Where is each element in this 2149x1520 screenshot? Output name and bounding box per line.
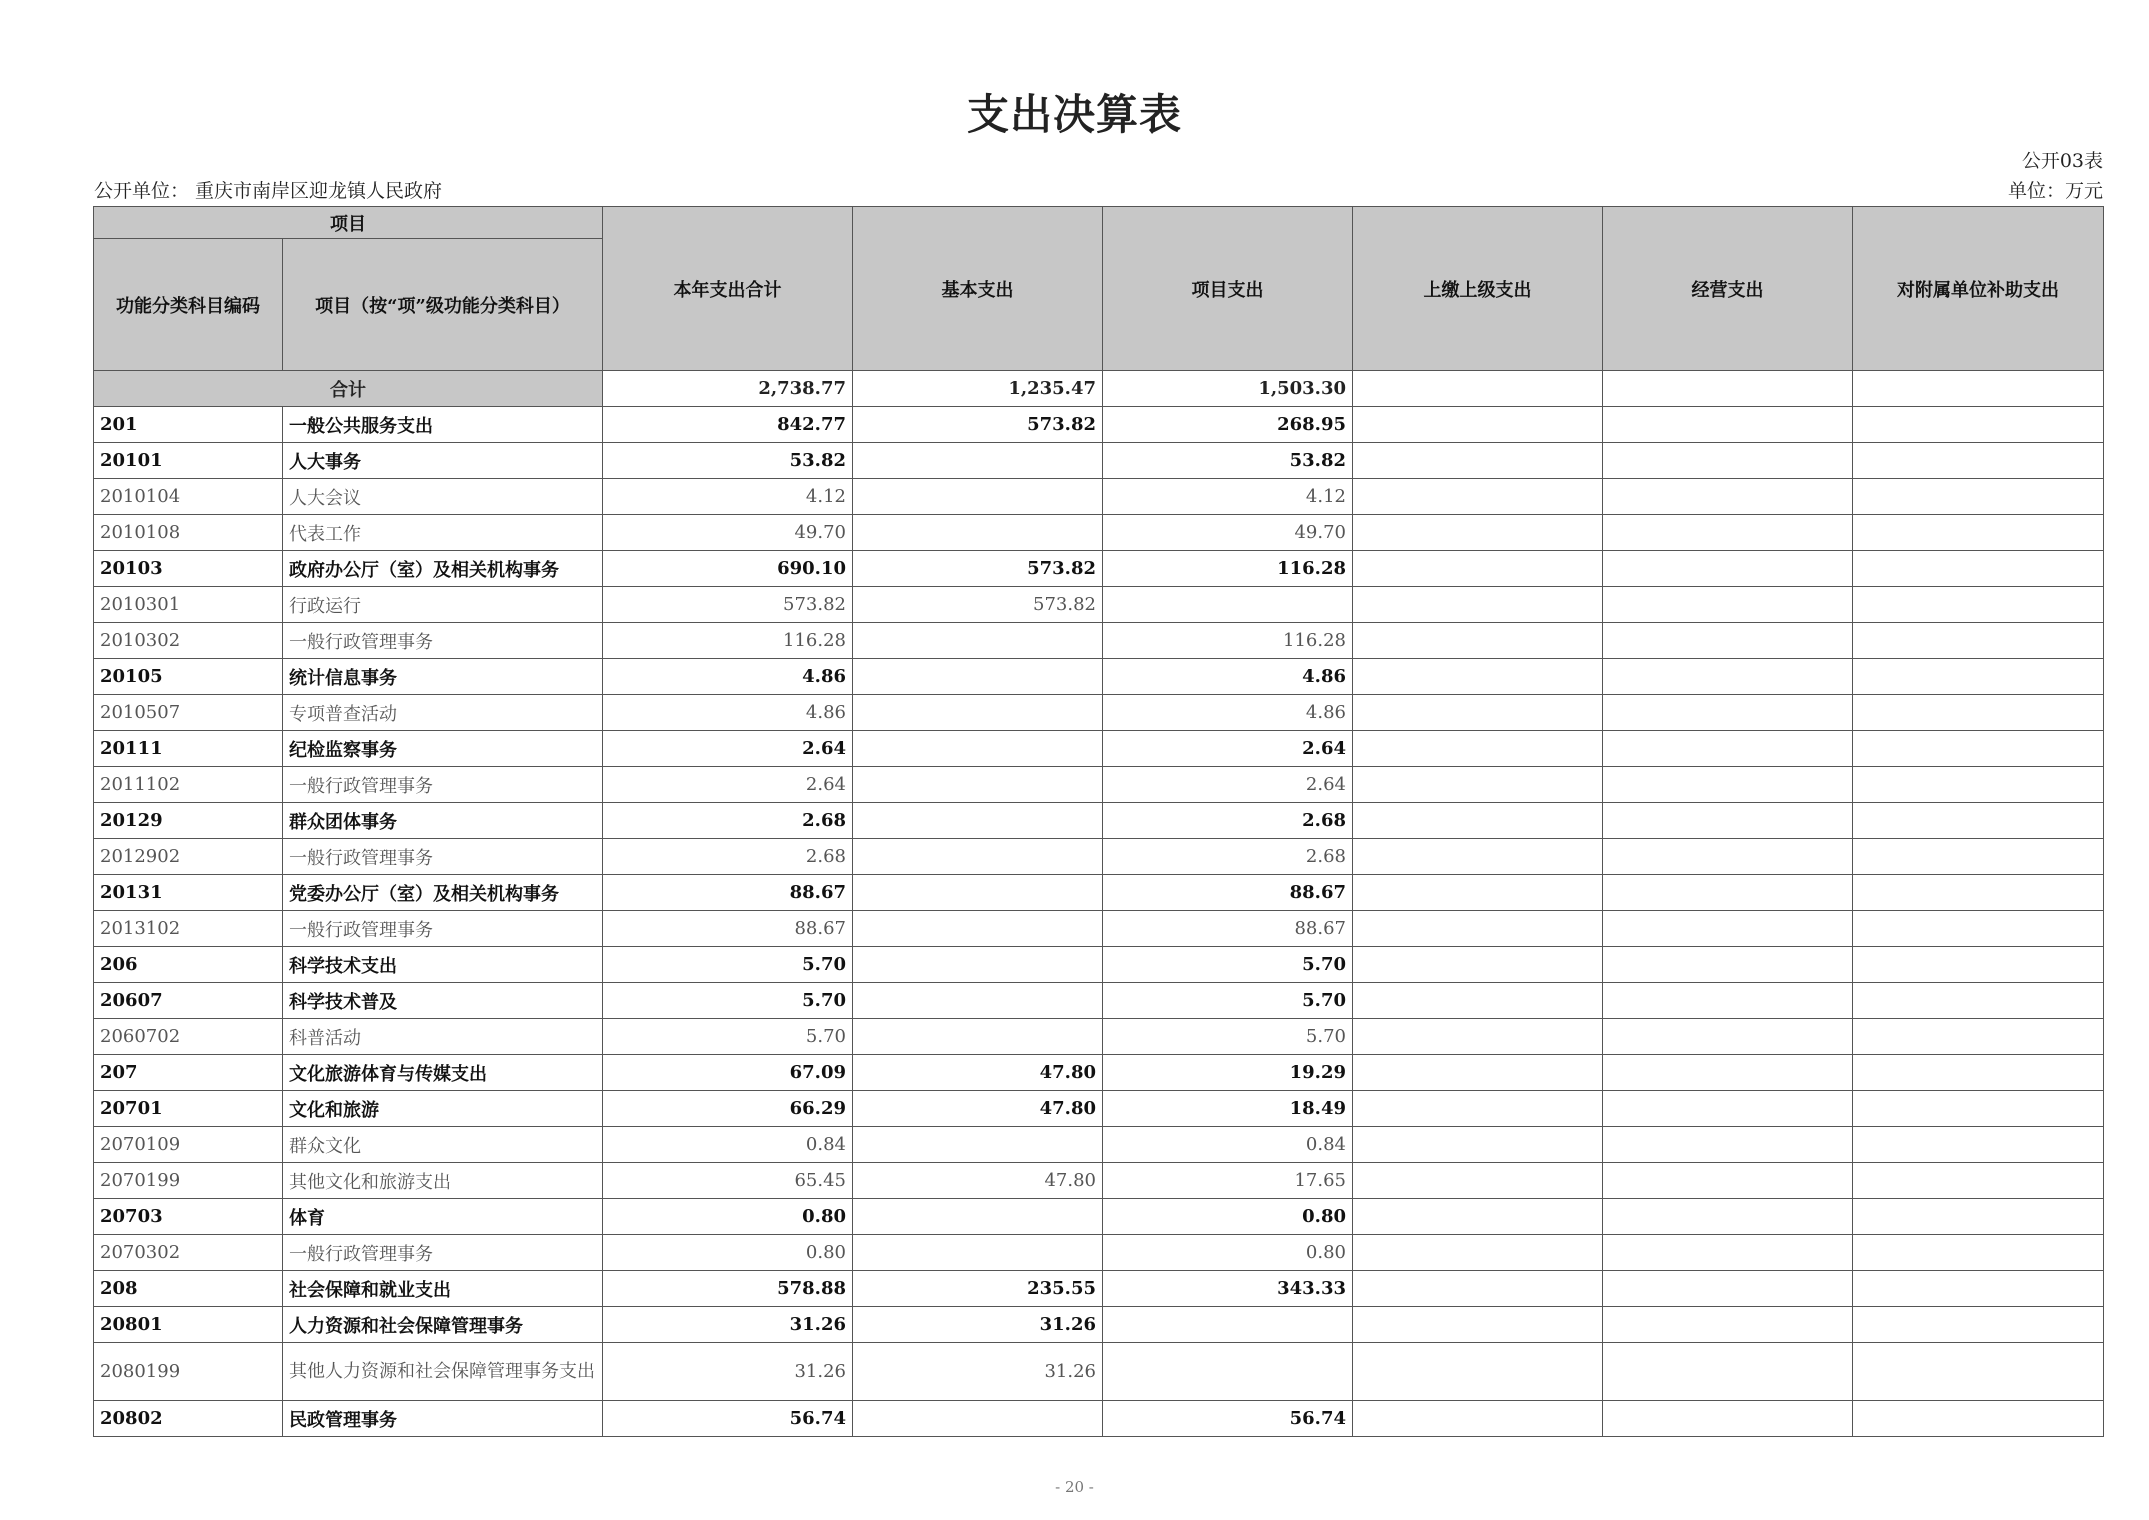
row-project: 4.86	[1103, 659, 1353, 695]
row-name: 文化旅游体育与传媒支出	[283, 1055, 603, 1091]
row-basic: 31.26	[853, 1307, 1103, 1343]
header-name: 项目（按“项”级功能分类科目）	[283, 239, 603, 371]
table-row	[94, 983, 2104, 1019]
row-project: 17.65	[1103, 1163, 1353, 1199]
table-row	[94, 695, 2104, 731]
table-row	[94, 1019, 2104, 1055]
row-total: 5.70	[603, 1019, 853, 1055]
row-name: 党委办公厅（室）及相关机构事务	[283, 875, 603, 911]
total-row	[94, 371, 2104, 407]
row-subsidy	[1853, 839, 2104, 875]
row-name: 科学技术普及	[283, 983, 603, 1019]
row-business	[1603, 623, 1853, 659]
row-project: 2.68	[1103, 803, 1353, 839]
row-basic: 573.82	[853, 587, 1103, 623]
total-project: 1,503.30	[1103, 371, 1353, 407]
row-subsidy	[1853, 443, 2104, 479]
row-code: 20701	[94, 1091, 283, 1127]
row-project: 5.70	[1103, 983, 1353, 1019]
row-upper	[1353, 1091, 1603, 1127]
row-upper	[1353, 983, 1603, 1019]
total-subsidy	[1853, 371, 2104, 407]
row-upper	[1353, 623, 1603, 659]
row-business	[1603, 803, 1853, 839]
table-row	[94, 1271, 2104, 1307]
row-basic	[853, 839, 1103, 875]
total-business	[1603, 371, 1853, 407]
row-name: 一般公共服务支出	[283, 407, 603, 443]
row-basic	[853, 479, 1103, 515]
row-name: 其他文化和旅游支出	[283, 1163, 603, 1199]
row-subsidy	[1853, 695, 2104, 731]
row-name: 科学技术支出	[283, 947, 603, 983]
row-code: 2010104	[94, 479, 283, 515]
row-name: 一般行政管理事务	[283, 623, 603, 659]
form-number: 公开03表	[2021, 150, 2103, 172]
row-project: 53.82	[1103, 443, 1353, 479]
row-basic: 47.80	[853, 1163, 1103, 1199]
row-business	[1603, 1271, 1853, 1307]
table-row	[94, 1199, 2104, 1235]
row-subsidy	[1853, 911, 2104, 947]
row-project: 4.12	[1103, 479, 1353, 515]
table-row	[94, 767, 2104, 803]
row-basic: 573.82	[853, 407, 1103, 443]
row-upper	[1353, 767, 1603, 803]
row-total: 4.86	[603, 695, 853, 731]
table-row	[94, 839, 2104, 875]
row-upper	[1353, 515, 1603, 551]
row-subsidy	[1853, 407, 2104, 443]
row-business	[1603, 983, 1853, 1019]
page-number: - 20 -	[1055, 1478, 1094, 1496]
row-subsidy	[1853, 1235, 2104, 1271]
row-code: 2060702	[94, 1019, 283, 1055]
row-name: 其他人力资源和社会保障管理事务支出	[283, 1343, 603, 1401]
row-business	[1603, 1235, 1853, 1271]
row-basic	[853, 875, 1103, 911]
row-name: 群众团体事务	[283, 803, 603, 839]
row-business	[1603, 479, 1853, 515]
row-subsidy	[1853, 623, 2104, 659]
header-code: 功能分类科目编码	[94, 239, 283, 371]
table-row	[94, 1163, 2104, 1199]
row-upper	[1353, 659, 1603, 695]
row-name: 纪检监察事务	[283, 731, 603, 767]
row-business	[1603, 731, 1853, 767]
row-project: 343.33	[1103, 1271, 1353, 1307]
table-row	[94, 1127, 2104, 1163]
row-project: 2.64	[1103, 731, 1353, 767]
row-subsidy	[1853, 659, 2104, 695]
row-business	[1603, 695, 1853, 731]
row-subsidy	[1853, 1343, 2104, 1401]
table-row	[94, 479, 2104, 515]
row-upper	[1353, 443, 1603, 479]
row-total: 31.26	[603, 1343, 853, 1401]
row-name: 人大事务	[283, 443, 603, 479]
row-project: 268.95	[1103, 407, 1353, 443]
row-code: 20703	[94, 1199, 283, 1235]
row-subsidy	[1853, 803, 2104, 839]
row-subsidy	[1853, 875, 2104, 911]
row-name: 社会保障和就业支出	[283, 1271, 603, 1307]
row-project	[1103, 1307, 1353, 1343]
row-subsidy	[1853, 1307, 2104, 1343]
row-upper	[1353, 407, 1603, 443]
row-project	[1103, 1343, 1353, 1401]
row-project: 0.80	[1103, 1199, 1353, 1235]
row-name: 科普活动	[283, 1019, 603, 1055]
row-total: 2.68	[603, 839, 853, 875]
row-code: 20131	[94, 875, 283, 911]
row-business	[1603, 1307, 1853, 1343]
row-total: 116.28	[603, 623, 853, 659]
row-total: 53.82	[603, 443, 853, 479]
table-row	[94, 551, 2104, 587]
row-name: 文化和旅游	[283, 1091, 603, 1127]
row-name: 政府办公厅（室）及相关机构事务	[283, 551, 603, 587]
expenditure-table	[93, 206, 2104, 1437]
row-basic	[853, 659, 1103, 695]
row-total: 578.88	[603, 1271, 853, 1307]
row-total: 88.67	[603, 911, 853, 947]
row-project: 0.84	[1103, 1127, 1353, 1163]
table-row	[94, 911, 2104, 947]
row-subsidy	[1853, 731, 2104, 767]
row-project: 5.70	[1103, 947, 1353, 983]
row-name: 人大会议	[283, 479, 603, 515]
row-code: 20129	[94, 803, 283, 839]
row-name: 一般行政管理事务	[283, 839, 603, 875]
row-code: 2010302	[94, 623, 283, 659]
row-business	[1603, 659, 1853, 695]
row-name: 民政管理事务	[283, 1401, 603, 1437]
row-basic	[853, 947, 1103, 983]
table-row	[94, 1307, 2104, 1343]
page-title: 支出决算表	[966, 90, 1182, 139]
row-code: 20105	[94, 659, 283, 695]
row-name: 一般行政管理事务	[283, 911, 603, 947]
row-upper	[1353, 947, 1603, 983]
row-total: 0.80	[603, 1235, 853, 1271]
row-total: 0.80	[603, 1199, 853, 1235]
row-subsidy	[1853, 1163, 2104, 1199]
row-upper	[1353, 479, 1603, 515]
row-code: 2070199	[94, 1163, 283, 1199]
row-code: 20103	[94, 551, 283, 587]
row-basic	[853, 911, 1103, 947]
row-name: 群众文化	[283, 1127, 603, 1163]
row-subsidy	[1853, 983, 2104, 1019]
row-code: 2013102	[94, 911, 283, 947]
row-business	[1603, 947, 1853, 983]
header-upper: 上缴上级支出	[1353, 207, 1603, 371]
row-basic	[853, 623, 1103, 659]
row-total: 842.77	[603, 407, 853, 443]
row-business	[1603, 587, 1853, 623]
row-project: 88.67	[1103, 875, 1353, 911]
row-project: 49.70	[1103, 515, 1353, 551]
row-subsidy	[1853, 551, 2104, 587]
row-basic: 47.80	[853, 1091, 1103, 1127]
row-basic	[853, 695, 1103, 731]
table-row	[94, 407, 2104, 443]
row-project: 116.28	[1103, 623, 1353, 659]
row-upper	[1353, 1019, 1603, 1055]
total-label: 合计	[94, 371, 603, 407]
row-basic	[853, 1127, 1103, 1163]
row-business	[1603, 1199, 1853, 1235]
header-project-group: 项目	[94, 207, 603, 239]
table-row	[94, 1235, 2104, 1271]
row-name: 代表工作	[283, 515, 603, 551]
row-name: 行政运行	[283, 587, 603, 623]
row-basic	[853, 515, 1103, 551]
row-subsidy	[1853, 1091, 2104, 1127]
table-row	[94, 443, 2104, 479]
row-total: 573.82	[603, 587, 853, 623]
row-project: 2.64	[1103, 767, 1353, 803]
row-upper	[1353, 1401, 1603, 1437]
row-total: 56.74	[603, 1401, 853, 1437]
table-row	[94, 587, 2104, 623]
table-row	[94, 623, 2104, 659]
row-code: 20111	[94, 731, 283, 767]
row-upper	[1353, 803, 1603, 839]
row-business	[1603, 1163, 1853, 1199]
row-code: 20802	[94, 1401, 283, 1437]
row-project: 18.49	[1103, 1091, 1353, 1127]
row-code: 2070302	[94, 1235, 283, 1271]
header-project: 项目支出	[1103, 207, 1353, 371]
row-business	[1603, 1019, 1853, 1055]
table-row	[94, 803, 2104, 839]
row-business	[1603, 515, 1853, 551]
row-code: 2012902	[94, 839, 283, 875]
header-basic: 基本支出	[853, 207, 1103, 371]
row-subsidy	[1853, 947, 2104, 983]
row-upper	[1353, 587, 1603, 623]
row-project: 2.68	[1103, 839, 1353, 875]
row-basic	[853, 443, 1103, 479]
row-subsidy	[1853, 1019, 2104, 1055]
row-name: 一般行政管理事务	[283, 1235, 603, 1271]
row-upper	[1353, 875, 1603, 911]
row-total: 65.45	[603, 1163, 853, 1199]
table-row	[94, 731, 2104, 767]
row-basic	[853, 803, 1103, 839]
table-row	[94, 1091, 2104, 1127]
row-subsidy	[1853, 515, 2104, 551]
row-basic	[853, 1401, 1103, 1437]
row-business	[1603, 767, 1853, 803]
row-basic: 47.80	[853, 1055, 1103, 1091]
row-code: 207	[94, 1055, 283, 1091]
row-code: 2010507	[94, 695, 283, 731]
header-total: 本年支出合计	[603, 207, 853, 371]
row-name: 一般行政管理事务	[283, 767, 603, 803]
row-total: 67.09	[603, 1055, 853, 1091]
row-total: 4.12	[603, 479, 853, 515]
row-basic	[853, 983, 1103, 1019]
row-upper	[1353, 839, 1603, 875]
row-subsidy	[1853, 1127, 2104, 1163]
reporting-unit: 公开单位： 重庆市南岸区迎龙镇人民政府	[94, 180, 443, 202]
row-code: 2070109	[94, 1127, 283, 1163]
row-code: 2010301	[94, 587, 283, 623]
row-project: 116.28	[1103, 551, 1353, 587]
row-basic	[853, 1199, 1103, 1235]
row-total: 66.29	[603, 1091, 853, 1127]
row-subsidy	[1853, 767, 2104, 803]
row-subsidy	[1853, 479, 2104, 515]
row-business	[1603, 1401, 1853, 1437]
row-upper	[1353, 1307, 1603, 1343]
row-total: 5.70	[603, 983, 853, 1019]
total-basic: 1,235.47	[853, 371, 1103, 407]
row-business	[1603, 839, 1853, 875]
row-upper	[1353, 1127, 1603, 1163]
row-name: 专项普查活动	[283, 695, 603, 731]
row-upper	[1353, 1235, 1603, 1271]
row-business	[1603, 407, 1853, 443]
row-upper	[1353, 1163, 1603, 1199]
row-upper	[1353, 731, 1603, 767]
row-code: 208	[94, 1271, 283, 1307]
row-total: 88.67	[603, 875, 853, 911]
row-upper	[1353, 551, 1603, 587]
row-project	[1103, 587, 1353, 623]
row-name: 统计信息事务	[283, 659, 603, 695]
row-upper	[1353, 1343, 1603, 1401]
row-upper	[1353, 1055, 1603, 1091]
row-project: 88.67	[1103, 911, 1353, 947]
row-total: 49.70	[603, 515, 853, 551]
row-business	[1603, 1127, 1853, 1163]
row-code: 2010108	[94, 515, 283, 551]
table-row	[94, 1343, 2104, 1401]
row-total: 2.64	[603, 767, 853, 803]
row-upper	[1353, 911, 1603, 947]
table-row	[94, 875, 2104, 911]
row-code: 2011102	[94, 767, 283, 803]
row-business	[1603, 443, 1853, 479]
row-name: 人力资源和社会保障管理事务	[283, 1307, 603, 1343]
row-project: 4.86	[1103, 695, 1353, 731]
row-subsidy	[1853, 1271, 2104, 1307]
row-subsidy	[1853, 1199, 2104, 1235]
row-total: 5.70	[603, 947, 853, 983]
row-basic	[853, 767, 1103, 803]
row-total: 31.26	[603, 1307, 853, 1343]
row-basic: 31.26	[853, 1343, 1103, 1401]
header-subsidy: 对附属单位补助支出	[1853, 207, 2104, 371]
row-total: 690.10	[603, 551, 853, 587]
row-total: 2.64	[603, 731, 853, 767]
row-business	[1603, 1343, 1853, 1401]
row-business	[1603, 875, 1853, 911]
row-subsidy	[1853, 1055, 2104, 1091]
row-code: 201	[94, 407, 283, 443]
row-code: 20607	[94, 983, 283, 1019]
row-total: 2.68	[603, 803, 853, 839]
row-subsidy	[1853, 1401, 2104, 1437]
row-subsidy	[1853, 587, 2104, 623]
row-basic	[853, 731, 1103, 767]
row-project: 56.74	[1103, 1401, 1353, 1437]
row-project: 5.70	[1103, 1019, 1353, 1055]
row-code: 2080199	[94, 1343, 283, 1401]
row-business	[1603, 911, 1853, 947]
row-total: 4.86	[603, 659, 853, 695]
table-row	[94, 659, 2104, 695]
row-project: 0.80	[1103, 1235, 1353, 1271]
row-business	[1603, 1055, 1853, 1091]
total-sum: 2,738.77	[603, 371, 853, 407]
row-upper	[1353, 1199, 1603, 1235]
table-row	[94, 1401, 2104, 1437]
table-row	[94, 947, 2104, 983]
row-basic: 573.82	[853, 551, 1103, 587]
header-business: 经营支出	[1603, 207, 1853, 371]
row-basic	[853, 1235, 1103, 1271]
row-business	[1603, 551, 1853, 587]
row-code: 20801	[94, 1307, 283, 1343]
row-basic: 235.55	[853, 1271, 1103, 1307]
table-row	[94, 1055, 2104, 1091]
row-upper	[1353, 695, 1603, 731]
row-total: 0.84	[603, 1127, 853, 1163]
row-basic	[853, 1019, 1103, 1055]
currency-unit: 单位：万元	[2007, 180, 2103, 202]
row-business	[1603, 1091, 1853, 1127]
row-code: 20101	[94, 443, 283, 479]
row-code: 206	[94, 947, 283, 983]
row-upper	[1353, 1271, 1603, 1307]
row-project: 19.29	[1103, 1055, 1353, 1091]
total-upper	[1353, 371, 1603, 407]
table-row	[94, 515, 2104, 551]
row-name: 体育	[283, 1199, 603, 1235]
